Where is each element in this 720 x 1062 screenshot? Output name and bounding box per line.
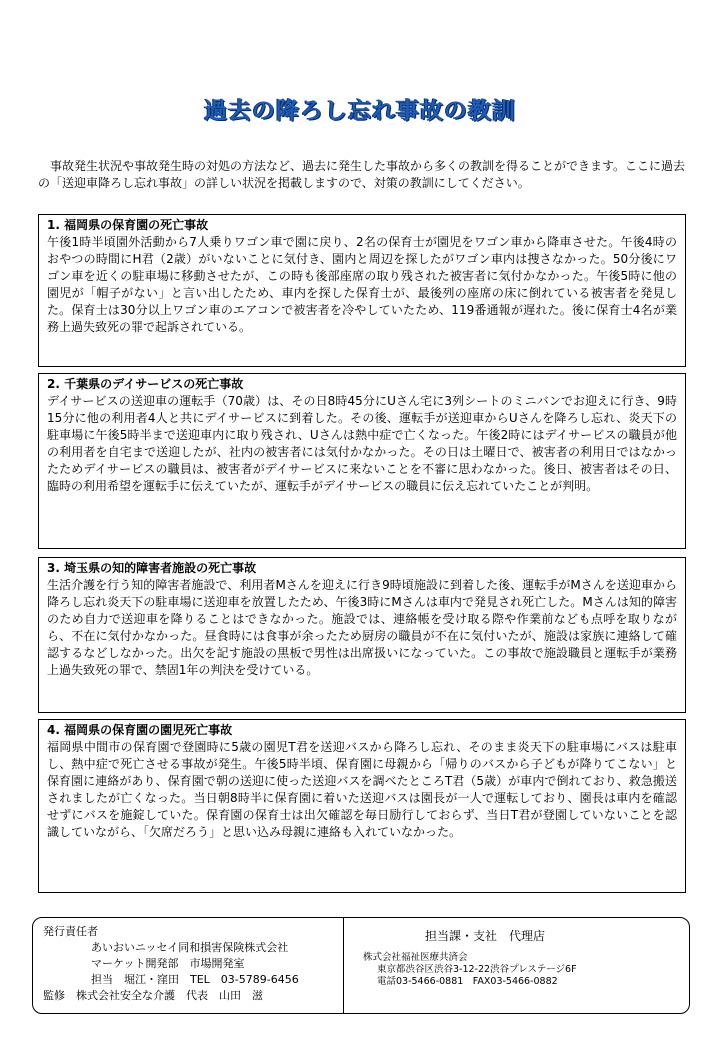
agent-org: 株式会社福祉医療共済会 [363,952,468,963]
publisher-company: あいおいニッセイ同和損害保険株式会社 [91,941,289,954]
case-body: 午後1時半頃園外活動から7人乗りワゴン車で園に戻り、2名の保育士が園児をワゴン車から降車させた。午後4時のおやつの時間にH君（2歳）がいないことに気付き、園内と周辺を探したがワゴン車内は捜さなかった。50分後にワゴン車を近くの駐車場に移動させたが、この時も後部座席の取り残された被害者に気付かなかった。午後5時に他の園児が「帽子がない」と言い出したため、車内を探した保育士が、最後列の座席の床に倒れている被害者を発見した。保育士は30分以上ワゴン車のエアコンで被害者を冷やしていたため、119番通報が遅れた。後に保育士4名が業務上過失致死の罪で起訴されている。 [47,235,677,334]
case-box-1 [38,214,686,367]
agent-info [363,928,577,988]
case-box-3 [38,557,686,713]
page-title: 過去の降ろし忘れ事故の教訓 [204,98,516,124]
case-box-4 [38,719,686,893]
case-body: 生活介護を行う知的障害者施設で、利用者Mさんを迎えに行き9時頃施設に到着した後、運転手がMさんを送迎車から降ろし忘れ炎天下の駐車場に送迎車を放置したため、午後3時にMさんは車内で発見され死亡した。Mさんは知的障害のため自力で送迎車を降りることはできなかった。施設では、連絡帳を受け取る際や作業前なども点呼を取りながら、不在に気付かなかった。昼食時には食事が余ったため厨房の職員が不在に気付いたが、施設は家族に連絡して確認するなどしなかった。出欠を記す施設の黒板で男性は出席扱いになっていた。この事故で施設職員と運転手が業務上過失致死の罪で、禁固1年の判決を受けている。 [47,578,677,677]
case-heading: 3. 埼玉県の知的障害者施設の死亡事故 [47,561,257,575]
publisher-contact: 担当 堀江・窪田 TEL 03-5789-6456 [91,973,299,986]
case-heading: 1. 福岡県の保育園の死亡事故 [47,218,209,232]
footer-divider [343,918,344,1013]
publisher-label: 発行責任者 [43,925,98,938]
supervision: 監修 株式会社安全な介護 代表 山田 滋 [43,989,263,1002]
case-body: デイサービスの送迎車の運転手（70歳）は、その日8時45分にUさん宅に3列シートのミニバンでお迎えに行き、9時15分に他の利用者4人と共にデイサービスに到着した。その後、運転手が送迎車からUさんを降ろし忘れ、炎天下の駐車場に午後5時半まで送迎車内に取り残され、Uさんは熱中症で亡くなった。午後2時にはデイサービスの職員が他の利用者を自宅まで送迎したが、社内の被害者には気付かなかった。その日は土曜日で、被害者の利用日ではなかったためデイサービスの職員は、被害者がデイサービスに来ないことを不審に思わなかった。後日、被害者はその日、臨時の利用希望を運転手に伝えていたが、運転手がデイサービスの職員に伝え忘れていたことが判明。 [47,394,677,493]
footer-box [32,917,690,1014]
intro-paragraph: 事故発生状況や事故発生時の対処の方法など、過去に発生した事故から多くの教訓を得ることができます。ここに過去の「送迎車降ろし忘れ事故」の詳しい状況を掲載しますので、対策の教訓にしてください。 [38,159,686,190]
case-body: 福岡県中間市の保育園で登園時に5歳の園児T君を送迎バスから降ろし忘れ、そのまま炎天下の駐車場にバスは駐車し、熱中症で死亡させる事故が発生。午後5時半頃、保育園に母親から「帰りのバスから子どもが降りてこない」と保育園に連絡があり、保育園で朝の送迎に使った送迎バスを調べたところT君（5歳）が車内で倒れており、救急搬送されましたが亡くなった。当日朝8時半に保育園に着いた送迎バスは園長が一人で運転しており、園長は車内を確認せずにバスを施錠していた。保育園の保育士は出欠確認を毎日励行しておらず、当日T君が登園していないことを認識していながら、「欠席だろう」と思い込み母親に連絡も入れていなかった。 [47,740,677,839]
agent-phone: 電話03-5466-0881 FAX03-5466-0882 [377,976,558,987]
agent-address: 東京都渋谷区渋谷3-12-22渋谷プレステージ6F [377,964,577,975]
case-heading: 4. 福岡県の保育園の園児死亡事故 [47,723,233,737]
case-heading: 2. 千葉県のデイサービスの死亡事故 [47,377,244,391]
publisher-info [43,924,299,1004]
agent-heading: 担当課・支社 代理店 [425,929,546,943]
case-box-2 [38,373,686,549]
publisher-department: マーケット開発部 市場開発室 [91,957,245,970]
